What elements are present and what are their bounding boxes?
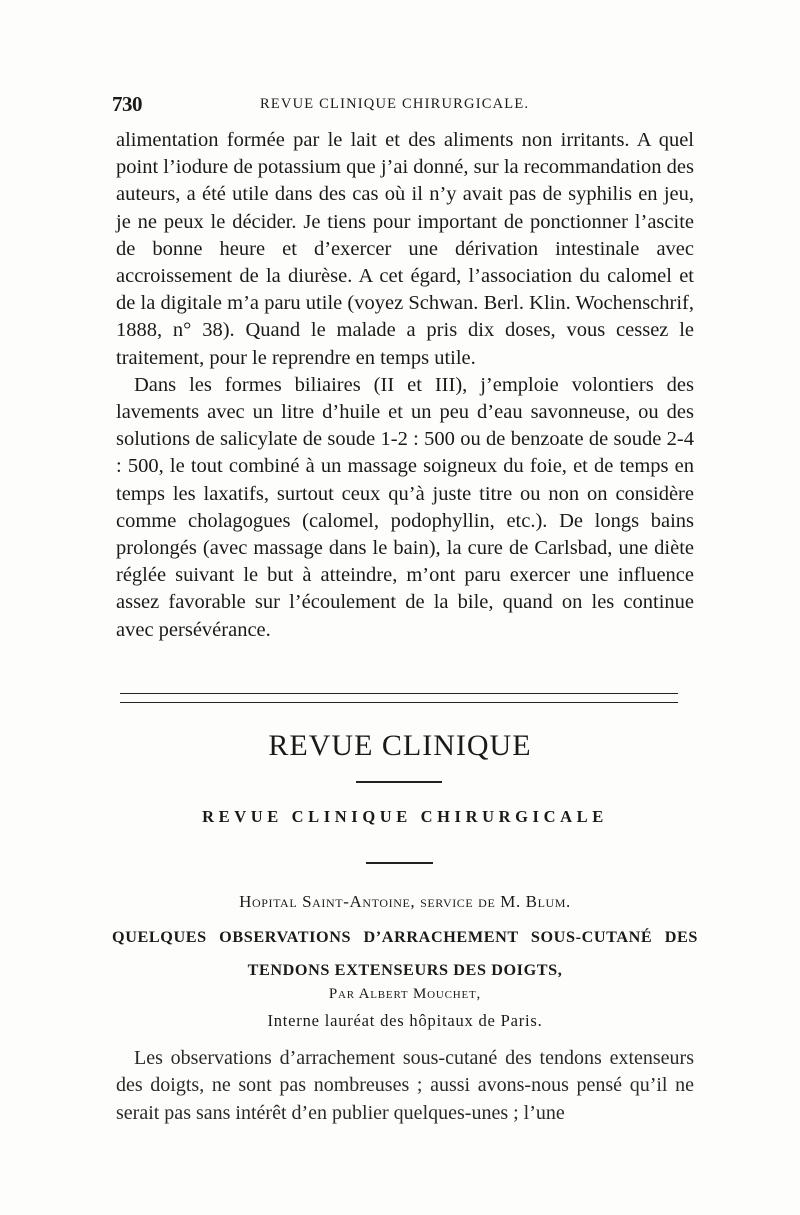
- article-title-line-1: QUELQUES OBSERVATIONS D’ARRACHEMENT SOUS-CUTANÉ DES: [112, 928, 698, 946]
- paragraph: Dans les formes biliaires (II et III), j’emploie volontiers des lavements avec un litre d’huile et un peu d’eau savonneuse, ou des solutions de salicylate de soude 1-2 : 500 ou de benzoate de soude 2-4 : 500, le tout combiné à un massage soigneux du foie, et de temps en temps les laxatifs, surtout ceux qu’à juste titre ou non on considère comme cholagogues (calomel, podophyllin, etc.). De longs bains prolongés (avec massage dans le bain), la cure de Carlsbad, une diète réglée suivant le but à atteindre, m’ont paru exercer une influence assez favorable sur l’écoulement de la bile, quand on les continue avec persévérance.: [116, 373, 694, 641]
- page-number: 730: [112, 92, 142, 116]
- paragraph: Les observations d’arrachement sous-cutané des tendons extenseurs des doigts, ne sont pas nombreuses ; aussi avons-nous pensé qu’il ne serait pas sans intérêt d’en publier quelques-unes ; l’une: [116, 1047, 694, 1124]
- hospital-service-line: Hopital Saint-Antoine, service de M. Blum.: [239, 892, 571, 911]
- article-body-text: [116, 1045, 694, 1127]
- article-title-line-2: TENDONS EXTENSEURS DES DOIGTS,: [247, 961, 563, 979]
- subsection-title: REVUE CLINIQUE CHIRURGICALE: [202, 807, 608, 826]
- previous-article-text: [116, 127, 694, 644]
- short-rule: [366, 862, 433, 864]
- short-rule: [356, 781, 442, 783]
- section-title: REVUE CLINIQUE: [268, 729, 532, 762]
- author-role: Interne lauréat des hôpitaux de Paris.: [267, 1011, 543, 1030]
- running-head: [112, 92, 694, 122]
- double-rule-divider: [120, 693, 678, 703]
- paragraph: alimentation formée par le lait et des aliments non irritants. A quel point l’iodure de potassium que j’ai donné, sur la recommandation des auteurs, a été utile dans des cas où il n’y avait pas de syphilis en jeu, je ne peux le décider. Je tiens pour important de ponctionner l’ascite de bonne heure et d’exercer une dérivation intestinale avec accroissement de la diurèse. A cet égard, l’association du calomel et de la digitale m’a paru utile (voyez Schwan. Berl. Klin. Wochenschrif, 1888, n° 38). Quand le malade a pris dix doses, vous cessez le traitement, pour le reprendre en temps utile.: [116, 129, 694, 369]
- author-byline: Par Albert Mouchet,: [328, 986, 482, 1002]
- running-title: REVUE CLINIQUE CHIRURGICALE.: [260, 96, 530, 112]
